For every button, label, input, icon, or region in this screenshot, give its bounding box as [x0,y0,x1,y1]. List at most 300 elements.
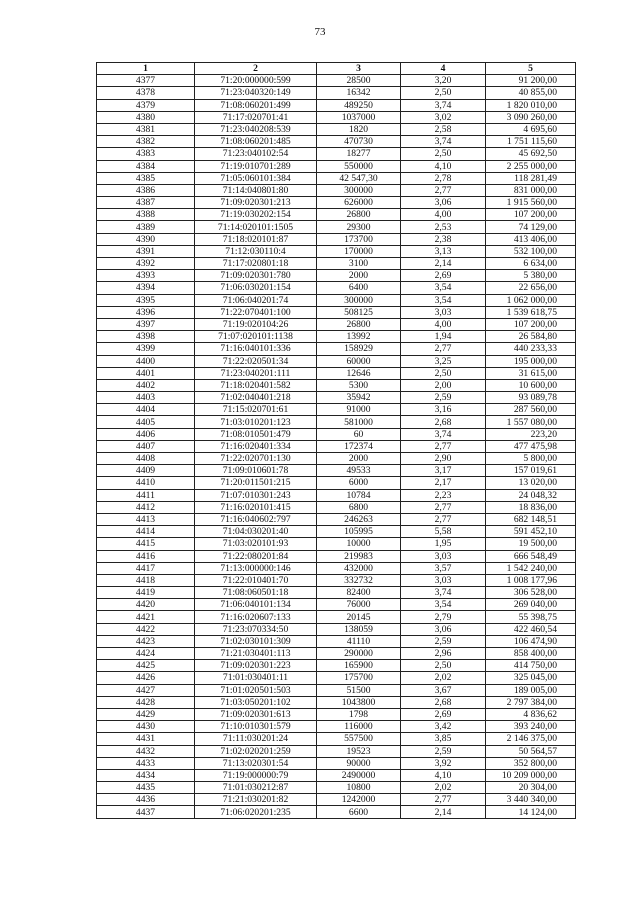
rate-cell: 4,00 [401,209,486,221]
table-row [97,221,576,233]
value-cell: 40 855,00 [486,87,576,99]
cadastral-number-cell: 71:17:020701:41 [195,111,317,123]
cadastral-number-cell: 71:23:040102:54 [195,148,317,160]
row-number-cell: 4430 [97,721,195,733]
table-row [97,660,576,672]
table-row [97,635,576,647]
rate-cell: 2,00 [401,379,486,391]
row-number-cell: 4427 [97,684,195,696]
cadastral-number-cell: 71:06:040101:134 [195,599,317,611]
area-cell: 49533 [317,465,401,477]
cadastral-number-cell: 71:08:060501:18 [195,587,317,599]
area-cell: 332732 [317,574,401,586]
row-number-cell: 4383 [97,148,195,160]
value-cell: 4 836,62 [486,708,576,720]
row-number-cell: 4408 [97,453,195,465]
area-cell: 29300 [317,221,401,233]
row-number-cell: 4391 [97,245,195,257]
area-cell: 5300 [317,379,401,391]
row-number-cell: 4406 [97,428,195,440]
table-row [97,209,576,221]
area-cell: 290000 [317,648,401,660]
value-cell: 440 233,33 [486,343,576,355]
cadastral-number-cell: 71:01:030401:11 [195,672,317,684]
page-number: 73 [314,26,326,38]
area-cell: 138059 [317,623,401,635]
table-row [97,123,576,135]
table-row [97,416,576,428]
column-header-5: 5 [486,63,576,75]
table-row [97,684,576,696]
cadastral-number-cell: 71:18:020101:87 [195,233,317,245]
row-number-cell: 4392 [97,258,195,270]
cadastral-number-cell: 71:08:010501:479 [195,428,317,440]
area-cell: 19523 [317,745,401,757]
area-cell: 1037000 [317,111,401,123]
value-cell: 19 500,00 [486,538,576,550]
value-cell: 422 460,54 [486,623,576,635]
rate-cell: 2,90 [401,453,486,465]
value-cell: 93 089,78 [486,392,576,404]
area-cell: 158929 [317,343,401,355]
value-cell: 157 019,61 [486,465,576,477]
rate-cell: 2,23 [401,489,486,501]
area-cell: 172374 [317,440,401,452]
area-cell: 51500 [317,684,401,696]
value-cell: 477 475,98 [486,440,576,452]
area-cell: 246263 [317,513,401,525]
row-number-cell: 4409 [97,465,195,477]
table-row [97,672,576,684]
row-number-cell: 4424 [97,648,195,660]
cadastral-number-cell: 71:09:020301:223 [195,660,317,672]
rate-cell: 3,03 [401,306,486,318]
rate-cell: 2,77 [401,440,486,452]
cadastral-number-cell: 71:21:030401:113 [195,648,317,660]
table-row [97,806,576,818]
cadastral-number-cell: 71:05:060101:384 [195,172,317,184]
area-cell: 6400 [317,282,401,294]
table-row [97,99,576,111]
table-row [97,550,576,562]
area-cell: 175700 [317,672,401,684]
row-number-cell: 4394 [97,282,195,294]
cadastral-number-cell: 71:20:000000:599 [195,75,317,87]
rate-cell: 2,77 [401,501,486,513]
table-row [97,258,576,270]
row-number-cell: 4382 [97,136,195,148]
value-cell: 10 209 000,00 [486,769,576,781]
rate-cell: 3,03 [401,550,486,562]
area-cell: 18277 [317,148,401,160]
cadastral-number-cell: 71:18:020401:582 [195,379,317,391]
area-cell: 10000 [317,538,401,550]
rate-cell: 3,54 [401,282,486,294]
value-cell: 1 557 080,00 [486,416,576,428]
value-cell: 22 656,00 [486,282,576,294]
table-row [97,294,576,306]
value-cell: 287 560,00 [486,404,576,416]
value-cell: 325 045,00 [486,672,576,684]
value-cell: 106 474,90 [486,635,576,647]
area-cell: 300000 [317,184,401,196]
rate-cell: 2,14 [401,258,486,270]
cadastral-number-cell: 71:14:020101:1505 [195,221,317,233]
cadastral-number-cell: 71:22:020501:34 [195,355,317,367]
row-number-cell: 4437 [97,806,195,818]
row-number-cell: 4399 [97,343,195,355]
cadastral-number-cell: 71:16:020401:334 [195,440,317,452]
value-cell: 55 398,75 [486,611,576,623]
rate-cell: 3,20 [401,75,486,87]
value-cell: 1 542 240,00 [486,562,576,574]
rate-cell: 2,77 [401,184,486,196]
value-cell: 118 281,49 [486,172,576,184]
area-cell: 42 547,30 [317,172,401,184]
value-cell: 2 797 384,00 [486,696,576,708]
cadastral-number-cell: 71:06:040201:74 [195,294,317,306]
cadastral-number-cell: 71:06:020201:235 [195,806,317,818]
row-number-cell: 4395 [97,294,195,306]
cadastral-number-cell: 71:23:070334:50 [195,623,317,635]
rate-cell: 3,13 [401,245,486,257]
rate-cell: 3,03 [401,574,486,586]
value-cell: 682 148,51 [486,513,576,525]
table-row [97,318,576,330]
area-cell: 170000 [317,245,401,257]
value-cell: 393 240,00 [486,721,576,733]
area-cell: 20145 [317,611,401,623]
rate-cell: 3,02 [401,111,486,123]
area-cell: 82400 [317,587,401,599]
value-cell: 306 528,00 [486,587,576,599]
table-row [97,392,576,404]
area-cell: 90000 [317,757,401,769]
value-cell: 1 751 115,60 [486,136,576,148]
table-row [97,733,576,745]
area-cell: 1242000 [317,794,401,806]
rate-cell: 3,42 [401,721,486,733]
row-number-cell: 4403 [97,392,195,404]
table-row [97,428,576,440]
row-number-cell: 4431 [97,733,195,745]
cadastral-number-cell: 71:02:040401:218 [195,392,317,404]
value-cell: 858 400,00 [486,648,576,660]
area-cell: 6600 [317,806,401,818]
cadastral-number-cell: 71:03:050201:102 [195,696,317,708]
table-row [97,233,576,245]
value-cell: 591 452,10 [486,526,576,538]
row-number-cell: 4378 [97,87,195,99]
table-row [97,148,576,160]
area-cell: 10800 [317,782,401,794]
table-row [97,501,576,513]
table-row [97,623,576,635]
rate-cell: 3,67 [401,684,486,696]
table-row [97,708,576,720]
value-cell: 195 000,00 [486,355,576,367]
rate-cell: 2,69 [401,270,486,282]
row-number-cell: 4410 [97,477,195,489]
table-row [97,745,576,757]
row-number-cell: 4402 [97,379,195,391]
value-cell: 1 062 000,00 [486,294,576,306]
cadastral-number-cell: 71:23:040320:149 [195,87,317,99]
row-number-cell: 4425 [97,660,195,672]
column-header-4: 4 [401,63,486,75]
value-cell: 31 615,00 [486,367,576,379]
value-cell: 2 146 375,00 [486,733,576,745]
rate-cell: 2,78 [401,172,486,184]
rate-cell: 3,54 [401,599,486,611]
cadastral-number-cell: 71:16:040602:797 [195,513,317,525]
cadastral-number-cell: 71:20:011501:215 [195,477,317,489]
table-row [97,526,576,538]
table-row [97,197,576,209]
area-cell: 2490000 [317,769,401,781]
area-cell: 489250 [317,99,401,111]
rate-cell: 2,68 [401,416,486,428]
row-number-cell: 4432 [97,745,195,757]
row-number-cell: 4404 [97,404,195,416]
table-row [97,513,576,525]
table-row [97,611,576,623]
table-row [97,648,576,660]
cadastral-number-cell: 71:10:010301:579 [195,721,317,733]
row-number-cell: 4420 [97,599,195,611]
area-cell: 300000 [317,294,401,306]
rate-cell: 3,74 [401,428,486,440]
row-number-cell: 4400 [97,355,195,367]
table-row [97,343,576,355]
table-row [97,75,576,87]
area-cell: 3100 [317,258,401,270]
table-row [97,270,576,282]
row-number-cell: 4405 [97,416,195,428]
value-cell: 20 304,00 [486,782,576,794]
row-number-cell: 4422 [97,623,195,635]
value-cell: 413 406,00 [486,233,576,245]
table-row [97,769,576,781]
area-cell: 165900 [317,660,401,672]
row-number-cell: 4423 [97,635,195,647]
area-cell: 105995 [317,526,401,538]
table-row [97,355,576,367]
table-row [97,379,576,391]
row-number-cell: 4393 [97,270,195,282]
cadastral-number-cell: 71:14:040801:80 [195,184,317,196]
value-cell: 666 548,49 [486,550,576,562]
value-cell: 24 048,32 [486,489,576,501]
header-row [97,63,576,75]
cadastral-number-cell: 71:19:030202:154 [195,209,317,221]
table-row [97,245,576,257]
area-cell: 470730 [317,136,401,148]
area-cell: 550000 [317,160,401,172]
rate-cell: 3,06 [401,197,486,209]
cadastral-number-cell: 71:22:070401:100 [195,306,317,318]
table-row [97,574,576,586]
rate-cell: 2,14 [401,806,486,818]
rate-cell: 2,79 [401,611,486,623]
value-cell: 91 200,00 [486,75,576,87]
area-cell: 2000 [317,270,401,282]
row-number-cell: 4386 [97,184,195,196]
value-cell: 223,20 [486,428,576,440]
rate-cell: 3,16 [401,404,486,416]
area-cell: 76000 [317,599,401,611]
value-cell: 414 750,00 [486,660,576,672]
row-number-cell: 4417 [97,562,195,574]
rate-cell: 2,38 [401,233,486,245]
area-cell: 28500 [317,75,401,87]
value-cell: 13 020,00 [486,477,576,489]
column-header-3: 3 [317,63,401,75]
value-cell: 189 005,00 [486,684,576,696]
area-cell: 6800 [317,501,401,513]
cadastral-number-cell: 71:01:030212:87 [195,782,317,794]
table-row [97,282,576,294]
cadastral-number-cell: 71:22:010401:70 [195,574,317,586]
area-cell: 626000 [317,197,401,209]
cadastral-number-cell: 71:19:010701:289 [195,160,317,172]
area-cell: 2000 [317,453,401,465]
area-cell: 41110 [317,635,401,647]
rate-cell: 2,68 [401,696,486,708]
area-cell: 557500 [317,733,401,745]
table-row [97,172,576,184]
value-cell: 1 915 560,00 [486,197,576,209]
table-row [97,599,576,611]
row-number-cell: 4436 [97,794,195,806]
row-number-cell: 4381 [97,123,195,135]
row-number-cell: 4401 [97,367,195,379]
cadastral-number-cell: 71:23:040201:111 [195,367,317,379]
row-number-cell: 4407 [97,440,195,452]
value-cell: 18 836,00 [486,501,576,513]
area-cell: 6000 [317,477,401,489]
row-number-cell: 4433 [97,757,195,769]
rate-cell: 2,02 [401,672,486,684]
value-cell: 831 000,00 [486,184,576,196]
cadastral-number-cell: 71:02:020201:259 [195,745,317,757]
cadastral-number-cell: 71:12:030110:4 [195,245,317,257]
rate-cell: 3,57 [401,562,486,574]
rate-cell: 2,17 [401,477,486,489]
area-cell: 12646 [317,367,401,379]
rate-cell: 3,74 [401,99,486,111]
row-number-cell: 4388 [97,209,195,221]
rate-cell: 2,02 [401,782,486,794]
value-cell: 5 800,00 [486,453,576,465]
value-cell: 45 692,50 [486,148,576,160]
area-cell: 13992 [317,331,401,343]
table-row [97,696,576,708]
rate-cell: 5,58 [401,526,486,538]
cadastral-number-cell: 71:22:080201:84 [195,550,317,562]
row-number-cell: 4421 [97,611,195,623]
area-cell: 173700 [317,233,401,245]
value-cell: 10 600,00 [486,379,576,391]
value-cell: 26 584,80 [486,331,576,343]
row-number-cell: 4426 [97,672,195,684]
rate-cell: 2,69 [401,708,486,720]
area-cell: 91000 [317,404,401,416]
cadastral-number-cell: 71:02:030101:309 [195,635,317,647]
area-cell: 1798 [317,708,401,720]
cadastral-number-cell: 71:09:020301:613 [195,708,317,720]
value-cell: 352 800,00 [486,757,576,769]
area-cell: 1820 [317,123,401,135]
table-row [97,721,576,733]
row-number-cell: 4418 [97,574,195,586]
table-row [97,136,576,148]
cadastral-number-cell: 71:08:060201:485 [195,136,317,148]
value-cell: 5 380,00 [486,270,576,282]
value-cell: 269 040,00 [486,599,576,611]
rate-cell: 3,74 [401,587,486,599]
area-cell: 10784 [317,489,401,501]
row-number-cell: 4389 [97,221,195,233]
cadastral-number-cell: 71:16:020607:133 [195,611,317,623]
table-row [97,453,576,465]
value-cell: 74 129,00 [486,221,576,233]
area-cell: 432000 [317,562,401,574]
value-cell: 3 440 340,00 [486,794,576,806]
table-row [97,477,576,489]
cadastral-number-cell: 71:23:040208:539 [195,123,317,135]
area-cell: 26800 [317,318,401,330]
row-number-cell: 4429 [97,708,195,720]
row-number-cell: 4414 [97,526,195,538]
cadastral-number-cell: 71:04:030201:40 [195,526,317,538]
cadastral-number-cell: 71:01:020501:503 [195,684,317,696]
table-row [97,367,576,379]
cadastral-number-cell: 71:09:020301:213 [195,197,317,209]
row-number-cell: 4380 [97,111,195,123]
row-number-cell: 4434 [97,769,195,781]
value-cell: 1 820 010,00 [486,99,576,111]
table-row [97,587,576,599]
row-number-cell: 4387 [97,197,195,209]
value-cell: 107 200,00 [486,318,576,330]
cadastral-number-cell: 71:09:020301:780 [195,270,317,282]
area-cell: 508125 [317,306,401,318]
cadastral-number-cell: 71:03:010201:123 [195,416,317,428]
area-cell: 581000 [317,416,401,428]
value-cell: 4 695,60 [486,123,576,135]
row-number-cell: 4396 [97,306,195,318]
cadastral-number-cell: 71:09:010601:78 [195,465,317,477]
cadastral-number-cell: 71:21:030201:82 [195,794,317,806]
table-row [97,538,576,550]
table-row [97,489,576,501]
table-row [97,160,576,172]
table-row [97,111,576,123]
cadastral-number-cell: 71:11:030201:24 [195,733,317,745]
cadastral-number-cell: 71:06:030201:154 [195,282,317,294]
table-row [97,404,576,416]
value-cell: 532 100,00 [486,245,576,257]
rate-cell: 2,77 [401,343,486,355]
cadastral-number-cell: 71:13:020301:54 [195,757,317,769]
cadastral-number-cell: 71:22:020701:130 [195,453,317,465]
rate-cell: 3,85 [401,733,486,745]
column-header-2: 2 [195,63,317,75]
rate-cell: 2,77 [401,794,486,806]
rate-cell: 3,17 [401,465,486,477]
rate-cell: 1,94 [401,331,486,343]
